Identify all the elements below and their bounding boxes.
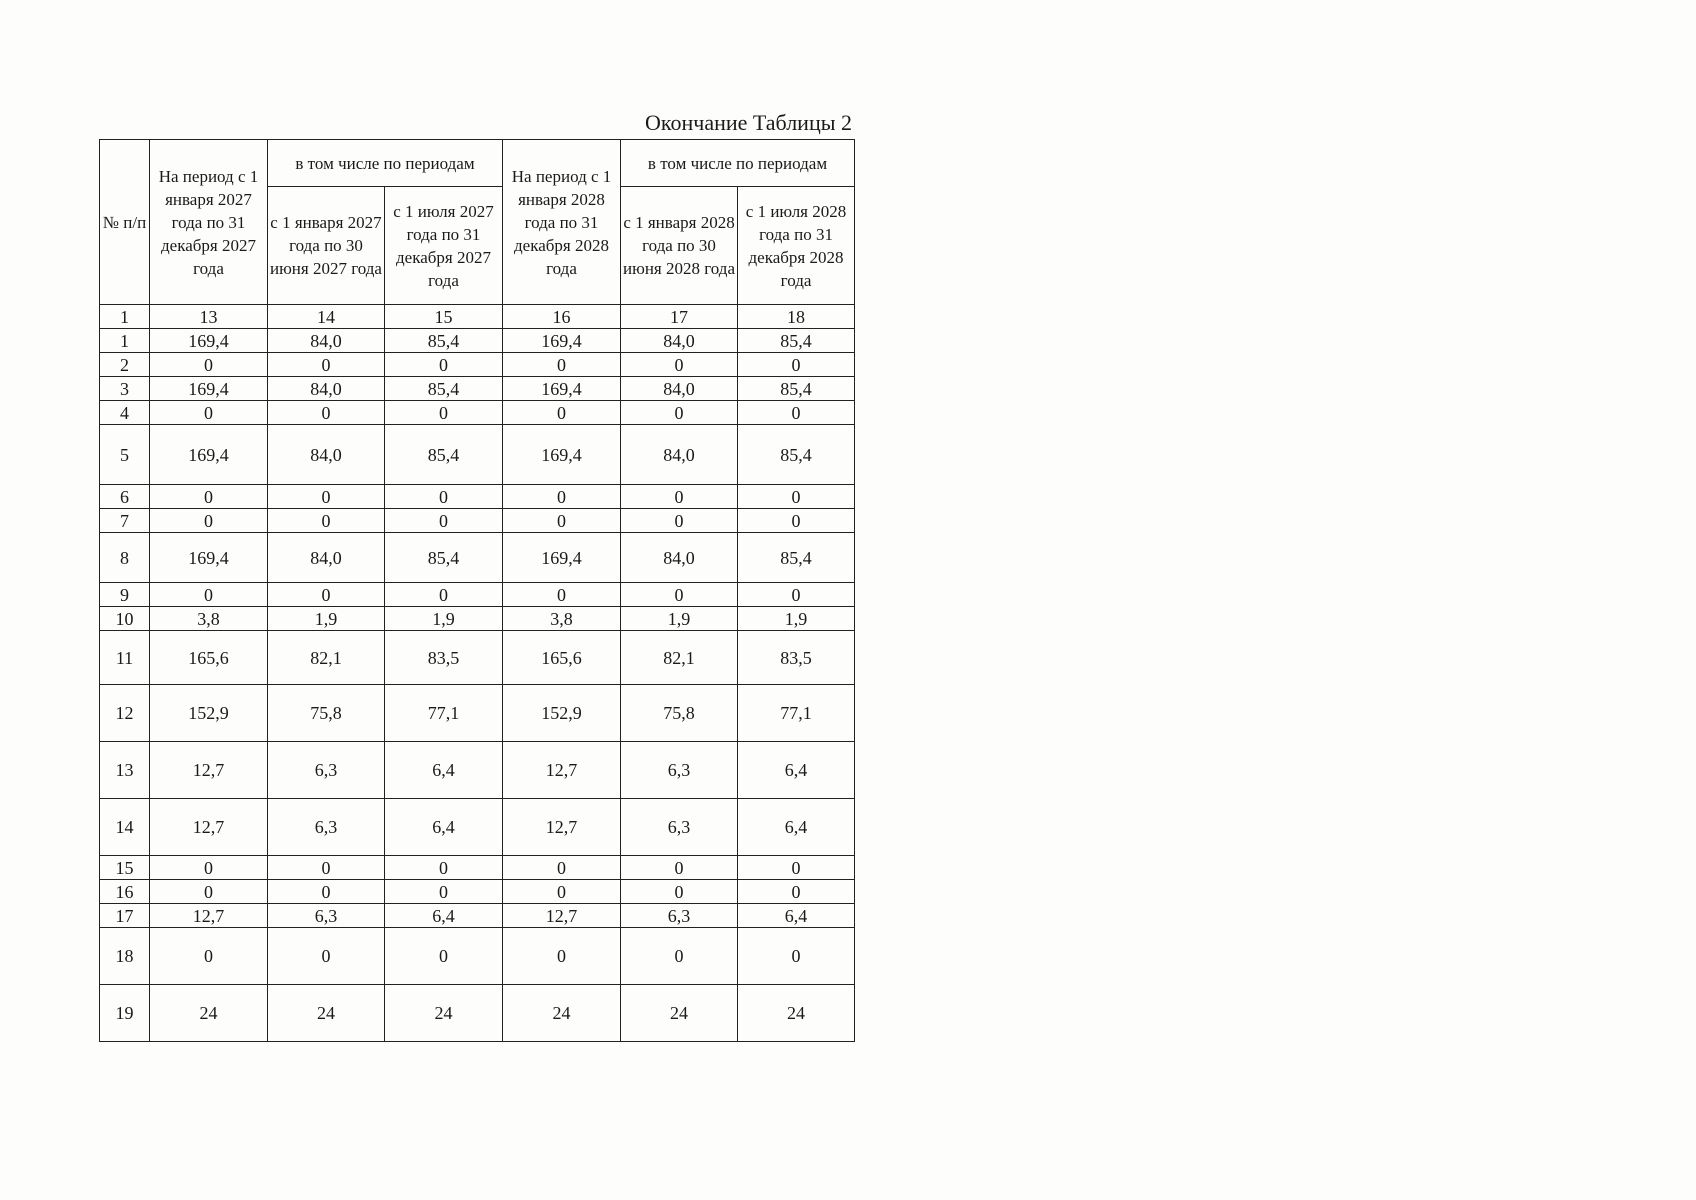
value-cell: 0 (503, 401, 621, 425)
value-cell: 0 (738, 485, 855, 509)
value-cell: 0 (503, 880, 621, 904)
row-number-cell: 11 (100, 631, 150, 685)
value-cell: 24 (738, 985, 855, 1042)
value-cell: 0 (385, 583, 503, 607)
column-number: 16 (503, 305, 621, 329)
value-cell: 3,8 (150, 607, 268, 631)
value-cell: 0 (503, 856, 621, 880)
row-number-cell: 6 (100, 485, 150, 509)
value-cell: 84,0 (268, 329, 385, 353)
value-cell: 169,4 (150, 377, 268, 401)
row-number-cell: 4 (100, 401, 150, 425)
value-cell: 6,4 (738, 799, 855, 856)
table-row (100, 509, 855, 533)
value-cell: 0 (150, 401, 268, 425)
value-cell: 6,4 (738, 904, 855, 928)
row-number-cell: 12 (100, 685, 150, 742)
value-cell: 12,7 (150, 904, 268, 928)
value-cell: 1,9 (385, 607, 503, 631)
value-cell: 0 (738, 401, 855, 425)
data-table (99, 139, 855, 1042)
column-number: 18 (738, 305, 855, 329)
value-cell: 0 (385, 880, 503, 904)
value-cell: 12,7 (150, 799, 268, 856)
value-cell: 77,1 (738, 685, 855, 742)
value-cell: 75,8 (621, 685, 738, 742)
table-row (100, 985, 855, 1042)
header-including-2028: в том числе по периодам (621, 140, 855, 187)
row-number-cell: 9 (100, 583, 150, 607)
value-cell: 0 (385, 353, 503, 377)
value-cell: 1,9 (621, 607, 738, 631)
header-first-half-2027: с 1 января 2027 года по 30 июня 2027 года (268, 187, 385, 305)
value-cell: 77,1 (385, 685, 503, 742)
value-cell: 75,8 (268, 685, 385, 742)
value-cell: 84,0 (268, 533, 385, 583)
value-cell: 152,9 (150, 685, 268, 742)
value-cell: 0 (385, 856, 503, 880)
column-number: 15 (385, 305, 503, 329)
value-cell: 82,1 (621, 631, 738, 685)
value-cell: 12,7 (150, 742, 268, 799)
value-cell: 0 (268, 880, 385, 904)
table-row (100, 329, 855, 353)
value-cell: 169,4 (150, 533, 268, 583)
table-header (100, 140, 855, 329)
row-number-cell: 13 (100, 742, 150, 799)
value-cell: 24 (385, 985, 503, 1042)
column-number: 13 (150, 305, 268, 329)
value-cell: 0 (150, 856, 268, 880)
value-cell: 12,7 (503, 799, 621, 856)
value-cell: 0 (621, 509, 738, 533)
table-row (100, 377, 855, 401)
value-cell: 169,4 (503, 425, 621, 485)
row-number-cell: 3 (100, 377, 150, 401)
table-caption: Окончание Таблицы 2 (645, 110, 852, 135)
value-cell: 6,3 (621, 904, 738, 928)
value-cell: 83,5 (385, 631, 503, 685)
row-number-cell: 16 (100, 880, 150, 904)
value-cell: 0 (268, 353, 385, 377)
value-cell: 84,0 (268, 425, 385, 485)
table-row (100, 799, 855, 856)
value-cell: 0 (621, 401, 738, 425)
value-cell: 165,6 (503, 631, 621, 685)
value-cell: 1,9 (738, 607, 855, 631)
value-cell: 1,9 (268, 607, 385, 631)
value-cell: 85,4 (385, 377, 503, 401)
value-cell: 0 (150, 880, 268, 904)
value-cell: 6,3 (268, 799, 385, 856)
value-cell: 84,0 (621, 425, 738, 485)
value-cell: 0 (738, 928, 855, 985)
table-row (100, 607, 855, 631)
value-cell: 24 (268, 985, 385, 1042)
table-row (100, 401, 855, 425)
table-row (100, 742, 855, 799)
value-cell: 0 (150, 509, 268, 533)
value-cell: 169,4 (503, 377, 621, 401)
value-cell: 0 (268, 509, 385, 533)
value-cell: 24 (621, 985, 738, 1042)
table-row (100, 928, 855, 985)
value-cell: 83,5 (738, 631, 855, 685)
value-cell: 12,7 (503, 904, 621, 928)
header-second-half-2027: с 1 июля 2027 года по 31 декабря 2027 года (385, 187, 503, 305)
row-number-cell: 19 (100, 985, 150, 1042)
value-cell: 0 (150, 928, 268, 985)
row-number-cell: 15 (100, 856, 150, 880)
value-cell: 0 (503, 583, 621, 607)
value-cell: 85,4 (385, 329, 503, 353)
value-cell: 24 (503, 985, 621, 1042)
value-cell: 165,6 (150, 631, 268, 685)
value-cell: 84,0 (621, 329, 738, 353)
value-cell: 6,3 (268, 742, 385, 799)
value-cell: 169,4 (503, 329, 621, 353)
value-cell: 85,4 (738, 329, 855, 353)
header-second-half-2028: с 1 июля 2028 года по 31 декабря 2028 года (738, 187, 855, 305)
value-cell: 84,0 (621, 377, 738, 401)
value-cell: 0 (150, 485, 268, 509)
value-cell: 0 (385, 509, 503, 533)
value-cell: 152,9 (503, 685, 621, 742)
table-row (100, 904, 855, 928)
header-row-number: № п/п (100, 140, 150, 305)
value-cell: 0 (503, 485, 621, 509)
value-cell: 0 (150, 583, 268, 607)
value-cell: 6,3 (621, 742, 738, 799)
column-number: 1 (100, 305, 150, 329)
value-cell: 0 (268, 401, 385, 425)
value-cell: 0 (738, 856, 855, 880)
value-cell: 169,4 (150, 425, 268, 485)
value-cell: 0 (385, 928, 503, 985)
row-number-cell: 18 (100, 928, 150, 985)
row-number-cell: 14 (100, 799, 150, 856)
value-cell: 85,4 (738, 377, 855, 401)
value-cell: 24 (150, 985, 268, 1042)
value-cell: 82,1 (268, 631, 385, 685)
header-including-2027: в том числе по периодам (268, 140, 503, 187)
row-number-cell: 2 (100, 353, 150, 377)
table-body (100, 329, 855, 1042)
column-number-row (100, 305, 855, 329)
table-row (100, 685, 855, 742)
table-row (100, 425, 855, 485)
table-row (100, 353, 855, 377)
value-cell: 6,4 (385, 799, 503, 856)
value-cell: 169,4 (150, 329, 268, 353)
value-cell: 84,0 (621, 533, 738, 583)
value-cell: 0 (621, 485, 738, 509)
value-cell: 0 (738, 880, 855, 904)
value-cell: 84,0 (268, 377, 385, 401)
column-number: 17 (621, 305, 738, 329)
value-cell: 6,4 (385, 904, 503, 928)
row-number-cell: 10 (100, 607, 150, 631)
row-number-cell: 8 (100, 533, 150, 583)
value-cell: 0 (738, 509, 855, 533)
value-cell: 3,8 (503, 607, 621, 631)
value-cell: 0 (385, 485, 503, 509)
value-cell: 6,3 (268, 904, 385, 928)
table-row (100, 485, 855, 509)
value-cell: 0 (738, 583, 855, 607)
value-cell: 6,4 (738, 742, 855, 799)
row-number-cell: 17 (100, 904, 150, 928)
value-cell: 0 (268, 485, 385, 509)
row-number-cell: 1 (100, 329, 150, 353)
column-number: 14 (268, 305, 385, 329)
value-cell: 0 (150, 353, 268, 377)
table-row (100, 583, 855, 607)
value-cell: 85,4 (385, 533, 503, 583)
value-cell: 85,4 (738, 425, 855, 485)
value-cell: 0 (268, 856, 385, 880)
value-cell: 0 (621, 583, 738, 607)
value-cell: 85,4 (738, 533, 855, 583)
value-cell: 0 (385, 401, 503, 425)
value-cell: 6,4 (385, 742, 503, 799)
value-cell: 0 (621, 353, 738, 377)
value-cell: 0 (503, 353, 621, 377)
row-number-cell: 7 (100, 509, 150, 533)
table-row (100, 880, 855, 904)
value-cell: 0 (621, 880, 738, 904)
value-cell: 0 (503, 509, 621, 533)
value-cell: 0 (503, 928, 621, 985)
value-cell: 12,7 (503, 742, 621, 799)
value-cell: 0 (621, 856, 738, 880)
value-cell: 0 (621, 928, 738, 985)
value-cell: 85,4 (385, 425, 503, 485)
value-cell: 0 (738, 353, 855, 377)
header-period-2027: На период с 1 января 2027 года по 31 декабря 2027 года (150, 140, 268, 305)
row-number-cell: 5 (100, 425, 150, 485)
table-row (100, 856, 855, 880)
table-row (100, 533, 855, 583)
table-row (100, 631, 855, 685)
header-first-half-2028: с 1 января 2028 года по 30 июня 2028 года (621, 187, 738, 305)
value-cell: 6,3 (621, 799, 738, 856)
value-cell: 0 (268, 583, 385, 607)
value-cell: 0 (268, 928, 385, 985)
header-period-2028: На период с 1 января 2028 года по 31 декабря 2028 года (503, 140, 621, 305)
value-cell: 169,4 (503, 533, 621, 583)
